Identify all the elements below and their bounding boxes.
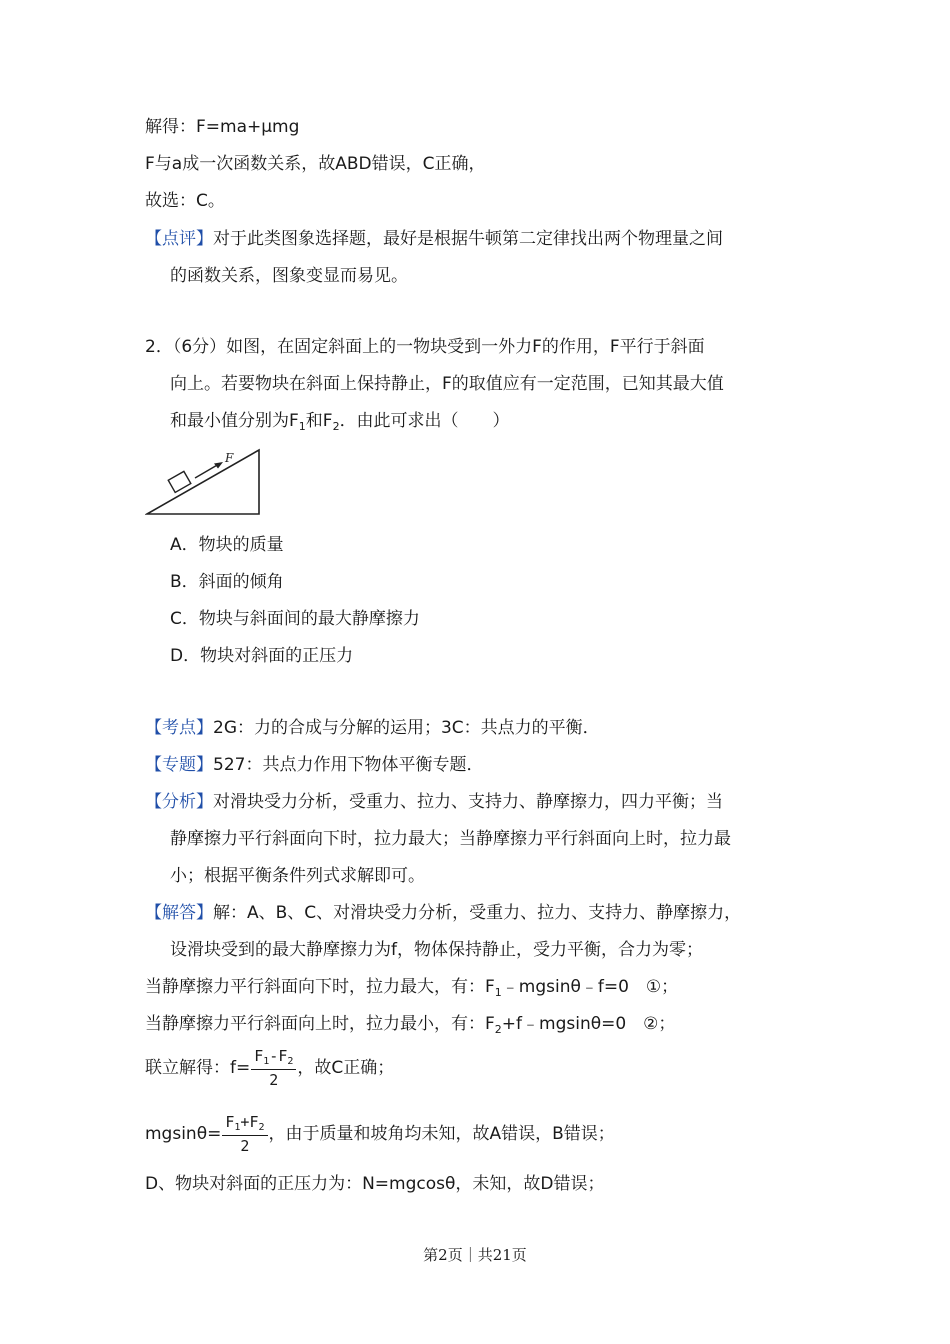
- question-line-1: 2．（6分）如图，在固定斜面上的一物块受到一外力F的作用，F平行于斜面: [145, 337, 705, 357]
- option-b: B．斜面的倾角: [170, 572, 284, 592]
- question-sub-1: 1: [298, 420, 306, 433]
- eq3-fraction: [251, 1046, 296, 1090]
- eq3-num-f: F: [254, 1047, 264, 1065]
- jieda-tag: 【解答】: [145, 903, 213, 923]
- option-c: C．物块与斜面间的最大静摩擦力: [170, 609, 420, 629]
- eq4-num-f: F: [225, 1113, 235, 1131]
- eq2-sub: 2: [494, 1023, 502, 1036]
- question-line-3: [170, 409, 510, 435]
- question-text-c: ．由此可求出（ ）: [339, 411, 510, 431]
- question-text-b: 和F: [305, 411, 333, 431]
- eq2-text-a: 当静摩擦力平行斜面向上时，拉力最小，有：F: [145, 1014, 495, 1034]
- eq3-text-b: ，故C正确；: [297, 1058, 395, 1078]
- equation-1: [145, 975, 678, 1001]
- jieda-text-1: 解：A、B、C、对滑块受力分析，受重力、拉力、支持力、静摩擦力，: [213, 903, 742, 923]
- question-line-2: 向上。若要物块在斜面上保持静止，F的取值应有一定范围，已知其最大值: [170, 374, 724, 394]
- comment-tag: 【点评】: [145, 229, 213, 249]
- force-arrow: [195, 464, 219, 478]
- block-shape: [168, 471, 191, 492]
- option-a: A．物块的质量: [170, 535, 284, 555]
- eq3-num-sub2: 2: [287, 1056, 294, 1067]
- kaodian-text: 2G：力的合成与分解的运用；3C：共点力的平衡．: [213, 718, 600, 738]
- kaodian-line: [145, 716, 600, 740]
- choice-line: 故选：C。: [145, 191, 225, 211]
- fenxi-line-2: 静摩擦力平行斜面向下时，拉力最大；当静摩擦力平行斜面向上时，拉力最: [170, 829, 731, 849]
- jieda-line-2: 设滑块受到的最大静摩擦力为f，物体保持静止，受力平衡，合力为零；: [170, 940, 703, 960]
- option-d: D．物块对斜面的正压力: [170, 646, 354, 666]
- jieda-line-1: [145, 901, 741, 925]
- incline-triangle: [147, 450, 259, 514]
- page-footer: 第2页｜共21页: [423, 1246, 527, 1264]
- equation-3: [145, 1046, 394, 1090]
- eq2-text-b: +f﹣mgsinθ=0 ②；: [501, 1014, 676, 1034]
- question-text-a: 和最小值分别为F: [170, 411, 299, 431]
- fenxi-tag: 【分析】: [145, 792, 213, 812]
- eq3-num-sub1: 1: [263, 1056, 270, 1067]
- eq4-text-a: mgsinθ=: [145, 1124, 222, 1144]
- solve-line: 解得：F=ma+μmg: [145, 117, 300, 137]
- eq3-den: 2: [269, 1071, 279, 1089]
- fenxi-line-3: 小；根据平衡条件列式求解即可。: [170, 866, 425, 886]
- eq4-fraction: [222, 1112, 267, 1156]
- eq4-den: 2: [240, 1137, 250, 1155]
- eq1-sub: 1: [494, 986, 502, 999]
- eq3-text-a: 联立解得：f=: [145, 1058, 251, 1078]
- eq4-num-sub2: 2: [258, 1122, 265, 1133]
- comment-text-1: 对于此类图象选择题，最好是根据牛顿第二定律找出两个物理量之间: [213, 229, 723, 249]
- fenxi-line-1: [145, 790, 723, 814]
- comment-line-1: [145, 227, 723, 251]
- question-sub-2: 2: [332, 420, 340, 433]
- kaodian-tag: 【考点】: [145, 718, 213, 738]
- relation-line: F与a成一次函数关系，故ABD错误，C正确，: [145, 154, 486, 174]
- equation-5: D、物块对斜面的正压力为：N=mgcosθ，未知，故D错误；: [145, 1174, 605, 1194]
- eq1-text-b: ﹣mgsinθ﹣f=0 ①；: [501, 977, 679, 997]
- eq3-num-op: -F: [269, 1047, 288, 1065]
- equation-4: [145, 1112, 615, 1156]
- equation-2: [145, 1012, 675, 1038]
- zhuanti-line: [145, 753, 483, 777]
- zhuanti-text: 527：共点力作用下物体平衡专题．: [213, 755, 484, 775]
- eq4-num-sub1: 1: [234, 1122, 241, 1133]
- fenxi-text-1: 对滑块受力分析，受重力、拉力、支持力、静摩擦力，四力平衡；当: [213, 792, 723, 812]
- force-label: F: [225, 451, 234, 465]
- eq4-num-op: +F: [240, 1113, 259, 1131]
- comment-line-2: 的函数关系，图象变显而易见。: [170, 266, 408, 286]
- zhuanti-tag: 【专题】: [145, 755, 213, 775]
- incline-figure: [145, 448, 265, 520]
- force-arrowhead: [214, 462, 223, 469]
- eq1-text-a: 当静摩擦力平行斜面向下时，拉力最大，有：F: [145, 977, 495, 997]
- eq4-text-b: ，由于质量和坡角均未知，故A错误，B错误；: [268, 1124, 615, 1144]
